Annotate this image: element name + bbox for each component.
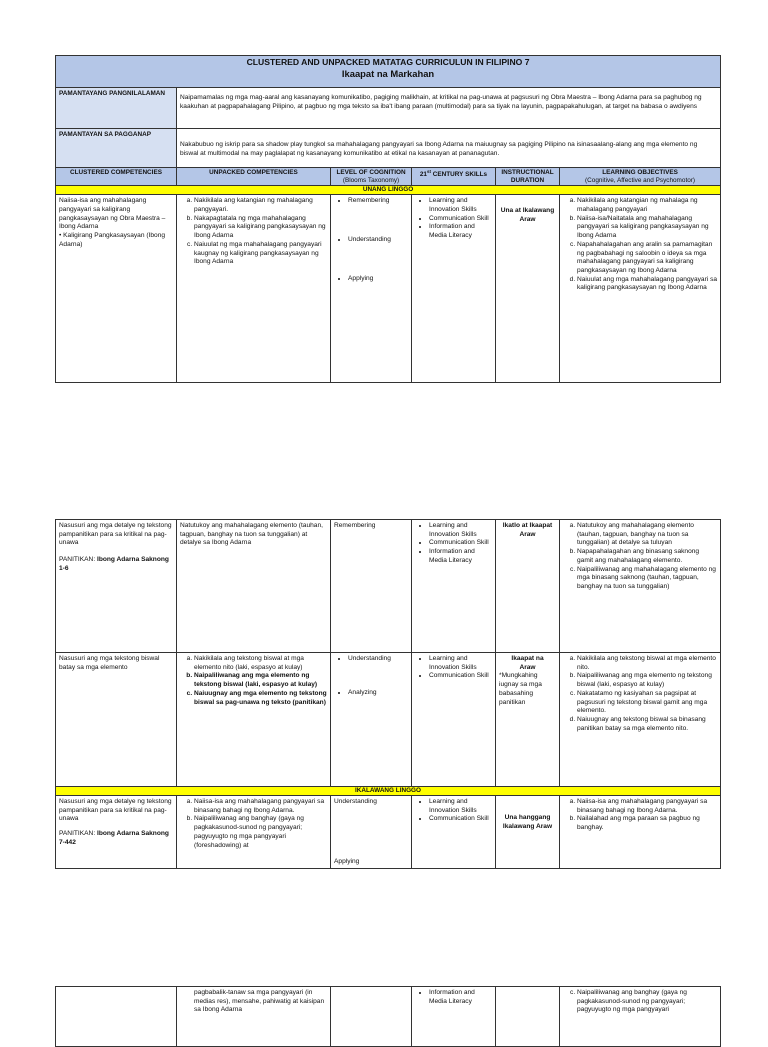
list-item: • Understanding [348, 655, 408, 664]
curriculum-table-section-1 [55, 55, 720, 383]
duration-cell: Ikatlo at Ikaapat Araw [496, 520, 560, 653]
pamantayang-text: Naipamamalas ng mga mag-aaral ang kasanayang komunikatibo, pagiging malikhain, at kritikal na pag-unawa at pagsusuri ng Obra Maestra – Ibong Adarna para sa paghubog ng kaakuhan at pagpapahalagang Pilipino, at pagbuo ng mga teksto sa iba't ibang paraan (multimodal) para sa tiyak na layunin, pagpapakahulugan, at target na babasa o awdiyens [177, 88, 721, 129]
list-item: • Communication Skill [429, 215, 492, 224]
curriculum-table-section-2 [55, 519, 720, 869]
list-item: a. Naiisa-isa ang mahahalagang pangyayari sa binasang bahagi ng Ibong Adarna. [577, 798, 717, 815]
list-item: • Applying [348, 275, 408, 284]
list-item: • Learning and Innovation Skills [429, 522, 492, 539]
curriculum-table-section-3 [55, 986, 720, 1047]
col-clustered-header: CLUSTERED COMPETENCIES [56, 168, 177, 186]
clustered-competency-cell: Naiisa-isa ang mahahalagang pangyayari sa kaligirang pangkasaysayan ng Obra Maestra – Ibong Adarna • Kaligirang Pangkasaysayan (Ibong Adarna) [56, 195, 177, 383]
objectives-cell [560, 195, 721, 383]
list-item: a. Nakikilala ang katangian ng mahalaga ng mahalagang pangyayari [577, 197, 717, 214]
table-row [56, 195, 721, 383]
list-item: b. Naipaliliwanag ang mga elemento ng tekstong biswal (laki, espasyo at kulay) [194, 672, 327, 689]
duration-cell [496, 987, 560, 1047]
list-item: c. Naiuugnay ang mga elemento ng tekstong biswal sa pag-unawa ng teksto (panitikan) [194, 690, 327, 707]
curriculum-table [55, 55, 721, 383]
pagganap-row [56, 129, 721, 168]
objectives-cell [560, 796, 721, 869]
list-item: c. Naipaliliwanag ang mahahalagang elemento ng mga binasang saknong (tauhan, tagpuan, banghay na tuon sa tunggalian) [577, 566, 717, 592]
unpacked-competency-cell [177, 195, 331, 383]
col-cognition-header: LEVEL OF COGNITION (Blooms Taxonomy) [331, 168, 412, 186]
list-item: d. Naiuugnay ang tekstong biswal sa binasang panitikan batay sa mga elemento nito. [577, 716, 717, 733]
list-item: b. Nakapagtatala ng mga mahahalagang pangyayari sa kaligirang pangkasaysayan ng Ibong Adarna [194, 215, 327, 241]
col-duration-header: INSTRUCTIONAL DURATION [496, 168, 560, 186]
list-item: • Communication Skill [429, 672, 492, 681]
table-row [56, 520, 721, 653]
col-objectives-header: LEARNING OBJECTIVES (Cognitive, Affective and Psychomotor) [560, 168, 721, 186]
week-row-unang [56, 186, 721, 195]
list-item: b. Napapahalagahan ang binasang saknong gamit ang mahahalagang elemento. [577, 548, 717, 565]
list-item: • Communication Skill [429, 539, 492, 548]
skills-cell [412, 195, 496, 383]
cognition-cell [331, 653, 412, 787]
skills-cell [412, 520, 496, 653]
unpacked-competency-cell: pagbabalik-tanaw sa mga pangyayari (in medias res), mensahe, pahiwatig at kaisipan sa Ibong Adarna [177, 987, 331, 1047]
pagganap-label: PAMANTAYAN SA PAGGANAP [56, 129, 177, 168]
unpacked-competency-cell: Natutukoy ang mahahalagang elemento (tauhan, tagpuan, banghay na tuon sa tunggalian) at detalye sa Ibong Adarna [177, 520, 331, 653]
pamantayang-row [56, 88, 721, 129]
title-row [56, 56, 721, 88]
objectives-cell [560, 653, 721, 787]
duration-cell: Ikaapat na Araw *Mungkahing iugnay sa mga babasahing panitikan [496, 653, 560, 787]
list-item: c. Nakatatamo ng kasiyahan sa pagsipat at pagsusuri ng tekstong biswal gamit ang mga elemento. [577, 690, 717, 716]
col-unpacked-header: UNPACKED COMPETENCIES [177, 168, 331, 186]
list-item: • Information and Media Literacy [429, 989, 492, 1006]
list-item: d. Naiuulat ang mga mahahalagang pangyayari sa kaligirang pangkasaysayan ng Ibong Adarna [577, 276, 717, 293]
skills-cell [412, 653, 496, 787]
clustered-competency-cell [56, 987, 177, 1047]
duration-cell: Una at Ikalawang Araw [496, 195, 560, 383]
list-item: • Analyzing [348, 689, 408, 698]
unpacked-competency-cell [177, 653, 331, 787]
clustered-competency-cell: Nasusuri ang mga detalye ng tekstong pampanitikan para sa kritikal na pag-unawa PANITIKAN: Ibong Adarna Saknong 7-442 [56, 796, 177, 869]
week-row-ikalawa [56, 787, 721, 796]
list-item: b. Naiisa-isa/Naitatala ang mahahalagang pangyayari sa kaligirang pangkasaysayan ng Ibong Adarna [577, 215, 717, 241]
pagganap-text: Nakabubuo ng iskrip para sa shadow play tungkol sa mahahalagang pangyayari sa Ibong Adarna na maiuugnay sa pagiging Pilipino na isinasaalang-alang ang mga elemento ng biswal at multimodal na may paglalapat ng kasanayang komunikatibo at etikal na kasanayan at pananagutan. [177, 129, 721, 168]
clustered-competency-cell: Nasusuri ang mga detalye ng tekstong pampanitikan para sa kritikal na pag-unawa PANITIKAN: Ibong Adarna Saknong 1-6 [56, 520, 177, 653]
curriculum-table [55, 519, 721, 869]
week-label: IKALAWANG LINGGO [56, 787, 721, 796]
list-item: a. Nakikilala ang tekstong biswal at mga elemento nito. [577, 655, 717, 672]
skills-cell [412, 987, 496, 1047]
list-item: b. Nailalahad ang mga paraan sa pagbuo ng banghay. [577, 815, 717, 832]
list-item: b. Naipaliliwanag ang banghay (gaya ng pagkakasunod-sunod ng pangyayari; pagyuyugto ng mga pangyayari (foreshadowing) at [194, 815, 327, 850]
cognition-cell: Understanding Applying [331, 796, 412, 869]
quarter-subtitle: Ikaapat na Markahan [341, 68, 435, 80]
cognition-cell [331, 987, 412, 1047]
list-item: • Learning and Innovation Skills [429, 655, 492, 672]
table-row [56, 987, 721, 1047]
list-item: • Learning and Innovation Skills [429, 197, 492, 214]
list-item: c. Naiuulat ng mga mahahalagang pangyayari kaugnay ng kaligirang pangkasaysayan ng Ibong Adarna [194, 241, 327, 267]
cognition-cell [331, 195, 412, 383]
list-item: • Learning and Innovation Skills [429, 798, 492, 815]
list-item: a. Nakikilala ang katangian ng mahalagang pangyayari. [194, 197, 327, 214]
list-item: • Remembering [348, 197, 408, 206]
table-row [56, 653, 721, 787]
clustered-competency-cell: Nasusuri ang mga tekstong biswal batay sa mga elemento [56, 653, 177, 787]
list-item: • Information and Media Literacy [429, 223, 492, 240]
list-item: c. Naipaliliwanag ang banghay (gaya ng pagkakasunod-sunod ng pangyayari; pagyuyugto ng mga pangyayari [577, 989, 717, 1015]
list-item: a. Naiisa-isa ang mahahalagang pangyayari sa binasang bahagi ng Ibong Adarna. [194, 798, 327, 815]
table-row [56, 796, 721, 869]
cognition-cell: Remembering [331, 520, 412, 653]
list-item: • Understanding [348, 236, 408, 245]
list-item: • Communication Skill [429, 815, 492, 824]
unpacked-competency-cell [177, 796, 331, 869]
skills-cell [412, 796, 496, 869]
pamantayang-label: PAMANTAYANG PANGNILALAMAN [56, 88, 177, 129]
list-item: a. Natutukoy ang mahahalagang elemento (tauhan, tagpuan, banghay na tuon sa tunggalian) at detalye sa tuluyan [577, 522, 717, 548]
objectives-cell [560, 520, 721, 653]
list-item: c. Napahahalagahan ang aralin sa pamamagitan ng pagbabahagi ng saloobin o ideya sa mga mahahalagang pangyayari sa kaligirang pangkasaysayan ng Ibong Adarna [577, 241, 717, 276]
col-skills-header: 21st CENTURY SKILLs [412, 168, 496, 186]
curriculum-table [55, 986, 721, 1047]
list-item: a. Nakikilala ang tekstong biswal at mga elemento nito (laki, espasyo at kulay) [194, 655, 327, 672]
duration-cell: Una hanggang Ikalawang Araw [496, 796, 560, 869]
column-header-row [56, 168, 721, 186]
list-item: b. Naipaliliwanag ang mga elemento ng tekstong biswal (laki, espasyo at kulay) [577, 672, 717, 689]
objectives-cell [560, 987, 721, 1047]
list-item: • Information and Media Literacy [429, 548, 492, 565]
week-label: UNANG LINGGO [56, 186, 721, 195]
document-title: CLUSTERED AND UNPACKED MATATAG CURRICULUN IN FILIPINO 7 [246, 57, 530, 67]
